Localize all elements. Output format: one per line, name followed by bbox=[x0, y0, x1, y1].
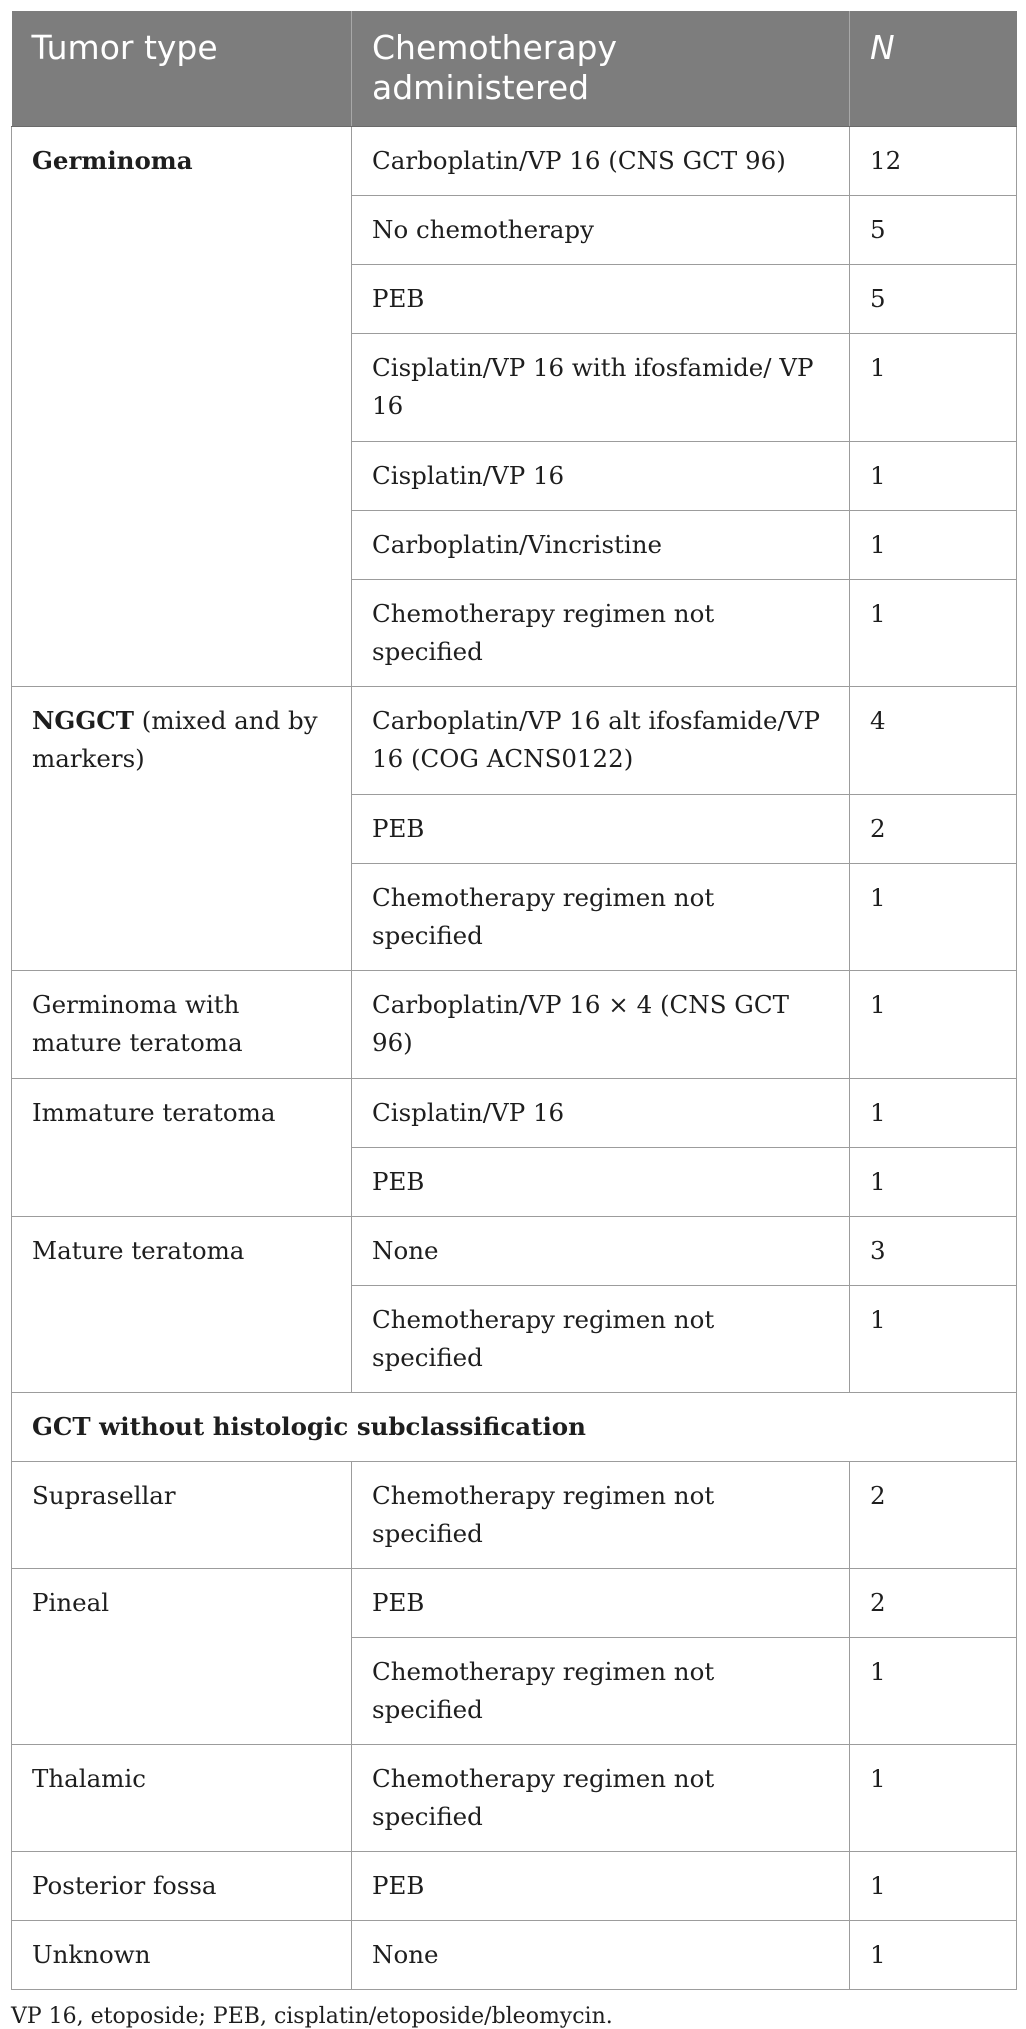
count-cell: 5 bbox=[850, 265, 1017, 334]
table-row bbox=[12, 971, 1017, 1079]
chemotherapy-cell: None bbox=[352, 1217, 850, 1286]
chemotherapy-cell: Carboplatin/VP 16 alt ifosfamide/VP 16 (COG ACNS0122) bbox=[352, 687, 850, 795]
table-row bbox=[12, 1462, 1017, 1569]
count-cell: 2 bbox=[850, 795, 1017, 864]
table-footnote: VP 16, etoposide; PEB, cisplatin/etoposide/bleomycin. bbox=[11, 2004, 613, 2029]
count-cell: 1 bbox=[850, 334, 1017, 442]
table-body bbox=[12, 127, 1017, 1990]
tumor-type-label: (mixed and by markers) bbox=[32, 706, 318, 773]
chemotherapy-cell: Chemotherapy regimen not specified bbox=[352, 864, 850, 971]
count-cell: 1 bbox=[850, 511, 1017, 580]
table-row bbox=[12, 127, 1017, 196]
table-container bbox=[11, 11, 1016, 2029]
tumor-type-cell bbox=[12, 1217, 352, 1393]
chemotherapy-cell: PEB bbox=[352, 1148, 850, 1217]
chemotherapy-cell: Carboplatin/VP 16 × 4 (CNS GCT 96) bbox=[352, 971, 850, 1079]
tumor-type-bold: NGGCT bbox=[32, 706, 134, 735]
header-tumor-type: Tumor type bbox=[12, 11, 352, 127]
tumor-type-cell: Pineal bbox=[12, 1569, 352, 1745]
chemotherapy-cell: Chemotherapy regimen not specified bbox=[352, 580, 850, 687]
chemotherapy-cell: Chemotherapy regimen not specified bbox=[352, 1638, 850, 1745]
section-heading: GCT without histologic subclassification bbox=[12, 1393, 1017, 1462]
tumor-type-cell bbox=[12, 1079, 352, 1217]
chemotherapy-cell: Carboplatin/Vincristine bbox=[352, 511, 850, 580]
count-cell: 1 bbox=[850, 580, 1017, 687]
chemotherapy-cell: Cisplatin/VP 16 with ifosfamide/ VP 16 bbox=[352, 334, 850, 442]
chemotherapy-cell: PEB bbox=[352, 1852, 850, 1921]
tumor-type-cell bbox=[12, 971, 352, 1079]
tumor-type-cell: Unknown bbox=[12, 1921, 352, 1990]
count-cell: 1 bbox=[850, 1921, 1017, 1990]
header-n: N bbox=[850, 11, 1017, 127]
chemotherapy-cell: Carboplatin/VP 16 (CNS GCT 96) bbox=[352, 127, 850, 196]
chemotherapy-cell: No chemotherapy bbox=[352, 196, 850, 265]
count-cell: 5 bbox=[850, 196, 1017, 265]
tumor-type-cell: Posterior fossa bbox=[12, 1852, 352, 1921]
count-cell: 1 bbox=[850, 1148, 1017, 1217]
section-row bbox=[12, 1393, 1017, 1462]
tumor-type-label: Germinoma with mature teratoma bbox=[32, 990, 243, 1057]
tumor-type-cell: Suprasellar bbox=[12, 1462, 352, 1569]
chemotherapy-cell: Chemotherapy regimen not specified bbox=[352, 1286, 850, 1393]
chemotherapy-cell: Cisplatin/VP 16 bbox=[352, 1079, 850, 1148]
tumor-type-label: Mature teratoma bbox=[32, 1236, 245, 1265]
tumor-type-cell bbox=[12, 127, 352, 687]
table-row bbox=[12, 1079, 1017, 1148]
chemotherapy-cell: Cisplatin/VP 16 bbox=[352, 442, 850, 511]
count-cell: 12 bbox=[850, 127, 1017, 196]
count-cell: 1 bbox=[850, 1745, 1017, 1852]
tumor-type-cell bbox=[12, 687, 352, 971]
chemotherapy-table bbox=[11, 11, 1017, 1990]
table-row bbox=[12, 1217, 1017, 1286]
table-row bbox=[12, 1852, 1017, 1921]
table-row bbox=[12, 1745, 1017, 1852]
count-cell: 1 bbox=[850, 442, 1017, 511]
count-cell: 1 bbox=[850, 864, 1017, 971]
count-cell: 1 bbox=[850, 1286, 1017, 1393]
table-row bbox=[12, 687, 1017, 795]
chemotherapy-cell: PEB bbox=[352, 1569, 850, 1638]
chemotherapy-cell: Chemotherapy regimen not specified bbox=[352, 1745, 850, 1852]
header-row bbox=[12, 11, 1017, 127]
count-cell: 1 bbox=[850, 1079, 1017, 1148]
count-cell: 2 bbox=[850, 1569, 1017, 1638]
count-cell: 2 bbox=[850, 1462, 1017, 1569]
tumor-type-cell: Thalamic bbox=[12, 1745, 352, 1852]
table-row bbox=[12, 1921, 1017, 1990]
tumor-type-label: Immature teratoma bbox=[32, 1098, 276, 1127]
count-cell: 1 bbox=[850, 1638, 1017, 1745]
count-cell: 3 bbox=[850, 1217, 1017, 1286]
table-row bbox=[12, 1569, 1017, 1638]
count-cell: 1 bbox=[850, 971, 1017, 1079]
count-cell: 1 bbox=[850, 1852, 1017, 1921]
chemotherapy-cell: PEB bbox=[352, 795, 850, 864]
chemotherapy-cell: PEB bbox=[352, 265, 850, 334]
tumor-type-bold: Germinoma bbox=[32, 146, 193, 175]
header-chemotherapy: Chemotherapy administered bbox=[352, 11, 850, 127]
count-cell: 4 bbox=[850, 687, 1017, 795]
chemotherapy-cell: Chemotherapy regimen not specified bbox=[352, 1462, 850, 1569]
chemotherapy-cell: None bbox=[352, 1921, 850, 1990]
